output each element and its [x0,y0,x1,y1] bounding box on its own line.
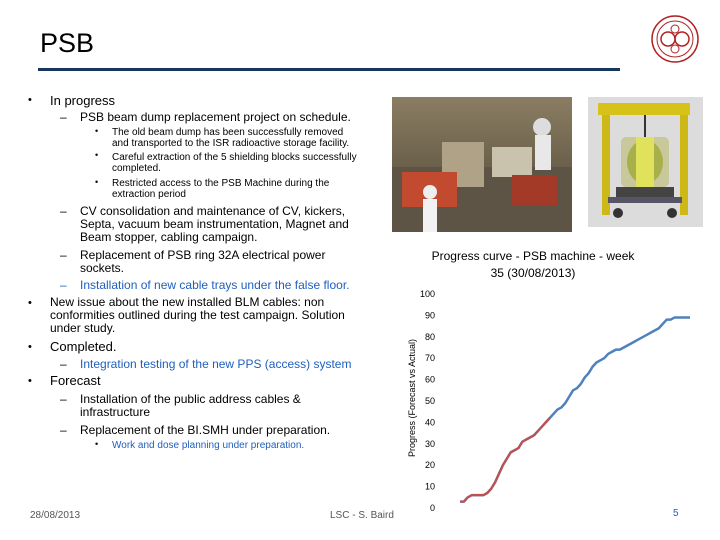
chart-series [460,318,690,502]
y-tick-label: 90 [424,310,435,321]
chart-title-line: 35 (30/08/2013) [490,266,576,280]
y-tick-label: 10 [424,481,435,492]
forecast-heading: Forecast [50,373,101,388]
beam-dump-subitem: Restricted access to the PSB Machine during the [112,178,330,189]
in-progress-heading: In progress [50,93,116,108]
ring32a-item: Replacement of PSB ring 32A electrical power [80,248,326,262]
y-tick-label: 20 [424,460,435,471]
bullet-marker: • [95,439,99,449]
y-tick-label: 70 [424,353,435,364]
beam-dump-subitem: and transported to the ISR radioactive storage facility. [112,138,350,149]
work-dose-item: Work and dose planning under preparation. [112,440,305,451]
y-tick-label: 40 [424,417,435,428]
footer-date: 28/08/2013 [30,510,81,521]
bullet-marker: • [28,341,32,353]
bullet-marker: • [28,297,32,309]
cv-item: Septa, vacuum beam instrumentation, Magnet and [80,217,349,231]
title-divider [38,68,620,71]
dash-marker: – [60,357,67,371]
chart-title-line: Progress curve - PSB machine - week [431,249,635,263]
forecast-series-line [460,318,690,502]
page-number: 5 [673,508,679,519]
beam-dump-item: PSB beam dump replacement project on schedule. [80,110,351,124]
y-tick-label: 0 [429,503,435,513]
address-item: Installation of the public address cables & [80,392,301,406]
page-title: PSB [40,28,95,58]
progress-chart [400,280,700,520]
dash-marker: – [60,248,67,262]
blm-item: under study. [50,321,116,335]
beam-dump-subitem: completed. [112,163,161,174]
dash-marker: – [60,423,67,437]
completed-heading: Completed. [50,339,117,354]
bullet-marker: • [95,150,99,160]
bullet-marker: • [95,126,99,136]
footer-author: LSC - S. Baird [330,510,394,521]
y-tick-label: 30 [424,438,435,449]
blm-item: conformities outlined during the test campaign. Solution [50,308,345,322]
y-tick-label: 80 [424,331,435,342]
bi-smh-item: Replacement of the BI.SMH under preparation. [80,423,331,437]
beam-dump-subitem: The old beam dump has been successfully removed [112,127,344,138]
dash-marker: – [60,392,67,406]
y-axis-label: Progress (Forecast vs Actual) [407,338,417,458]
shielding-block-diagram [588,97,703,227]
dash-marker: – [60,278,67,292]
beam-dump-removal-photo [392,97,572,232]
blm-item: New issue about the new installed BLM cables: non [50,295,325,309]
y-tick-label: 60 [424,374,435,385]
bullet-marker: • [95,177,99,187]
bullet-marker: • [28,94,32,106]
dash-marker: – [60,204,67,218]
dash-marker: – [60,110,67,124]
y-tick-label: 100 [419,289,435,299]
cv-item: Beam stopper, cabling campaign. [80,230,258,244]
address-item: infrastructure [80,405,151,419]
bullet-marker: • [28,375,32,387]
ring32a-item: sockets. [80,261,125,275]
pps-item: Integration testing of the new PPS (access) system [80,357,352,371]
beam-dump-subitem: extraction period [112,189,186,200]
cern-logo [650,14,700,64]
y-tick-label: 50 [424,396,435,406]
cable-trays-item: Installation of new cable trays under the false floor. [80,278,350,292]
y-axis-ticks [420,289,435,513]
chart-title [420,248,646,282]
cv-item: CV consolidation and maintenance of CV, kickers, [80,204,346,218]
beam-dump-subitem: Careful extraction of the 5 shielding blocks successfully [112,152,357,163]
